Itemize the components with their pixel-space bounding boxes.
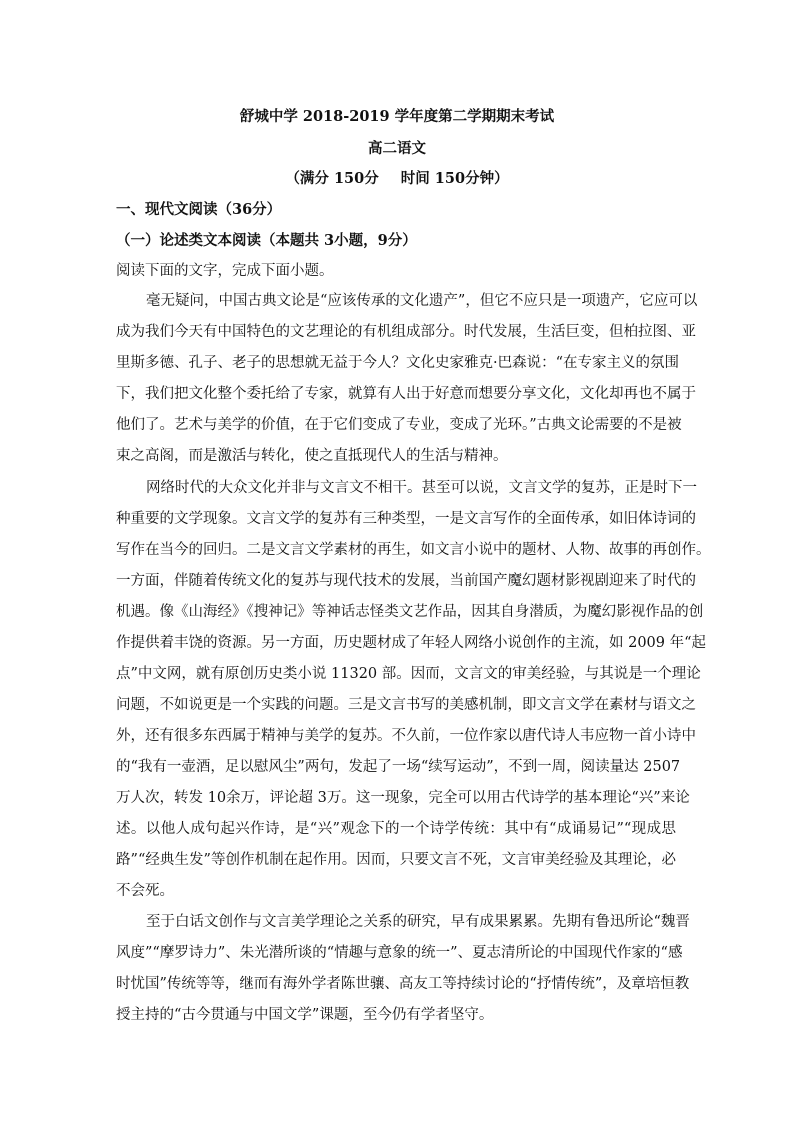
paragraph-line: 机遇。像《山海经》《搜神记》等神话志怪类文艺作品，因其自身潜质，为魔幻影视作品的创: [116, 604, 704, 620]
paragraph-line: 一方面，伴随着传统文化的复苏与现代技术的发展，当前国产魔幻题材影视剧迎来了时代的: [116, 573, 696, 589]
paragraph-line: 至于白话文创作与文言美学理论之关系的研究，早有成果累累。先期有鲁迅所论“魏晋: [146, 914, 690, 930]
score-info: （满分 150分: [285, 170, 379, 187]
paragraph-2: [116, 473, 711, 907]
paragraph-line: 他们了。艺术与美学的价值，在于它们变成了专业，变成了光环。”古典文论需要的不是被: [116, 417, 682, 433]
paragraph-line: 网络时代的大众文化并非与文言文不相干。甚至可以说，文言文学的复苏，正是时下一: [146, 480, 697, 496]
paragraph-line: 作提供着丰饶的资源。另一方面，历史题材成了年轻人网络小说创作的主流，如 2009 年“起: [116, 635, 707, 651]
reading-instruction: 阅读下面的文字，完成下面小题。: [116, 263, 334, 279]
exam-meta: [0, 167, 794, 188]
paragraph-line: 毫无疑问，中国古典文论是“应该传承的文化遗产”，但它不应只是一项遗产，它应可以: [146, 293, 698, 309]
paragraph-line: 问题，不如说更是一个实践的问题。三是文言书写的美感机制，即文言文学在素材与语文之: [116, 697, 696, 713]
subsection-heading: （一）论述类文本阅读（本题共 3小题，9分）: [116, 232, 417, 249]
exam-title: 舒城中学 2018-2019 学年度第二学期期末考试: [239, 108, 555, 125]
paragraph-line: 外，还有很多东西属于精神与美学的复苏。不久前，一位作家以唐代诗人韦应物一首小诗中: [116, 728, 696, 744]
paragraph-line: 的“我有一壶酒，足以慰风尘”两句，发起了一场“续写运动”，不到一周，阅读量达 2507: [116, 759, 681, 775]
paragraph-line: 下，我们把文化整个委托给了专家，就算有人出于好意而想要分享文化，文化却再也不属于: [116, 386, 696, 402]
paragraph-line: 述。以他人成句起兴作诗，是“兴”观念下的一个诗学传统：其中有“成诵易记”“现成思: [116, 821, 676, 837]
paragraph-line: 万人次，转发 10余万，评论超 3万。这一现象，完全可以用古代诗学的基本理论“兴”来论: [116, 790, 690, 806]
time-info: 时间 150分钟）: [400, 170, 509, 187]
paragraph-line: 不会死。: [116, 883, 174, 899]
paragraph-line: 点”中文网，就有原创历史类小说 11320 部。因而，文言文的审美经验，与其说是一个理论: [116, 666, 701, 682]
paragraph-line: 时忧国”传统等等，继而有海外学者陈世骧、高友工等持续讨论的“抒情传统”，及章培恒教: [116, 976, 690, 992]
paragraph-line: 成为我们今天有中国特色的文艺理论的有机组成部分。时代发展，生活巨变，但柏拉图、亚: [116, 324, 696, 340]
paragraph-line: 里斯多德、孔子、老子的思想就无益于今人？文化史家雅克·巴森说：“在专家主义的氛围: [116, 355, 680, 371]
paragraph-line: 风度”“摩罗诗力”、朱光潜所谈的“情趣与意象的统一”、夏志清所论的中国现代作家的“感: [116, 945, 683, 961]
paragraph-line: 种重要的文学现象。文言文学的复苏有三种类型，一是文言写作的全面传承，如旧体诗词的: [116, 511, 696, 527]
paragraph-line: 授主持的“古今贯通与中国文学”课题，至今仍有学者坚守。: [116, 1007, 494, 1023]
paragraph-3: [116, 907, 690, 1031]
section-heading: 一、现代文阅读（36分）: [116, 201, 282, 218]
paragraph-line: 束之高阁，而是激活与转化，使之直抵现代人的生活与精神。: [116, 448, 508, 464]
paragraph-line: 路”“经典生发”等创作机制在起作用。因而，只要文言不死，文言审美经验及其理论，必: [116, 852, 676, 868]
paragraph-1: [116, 286, 698, 472]
subject-title: 高二语文: [368, 140, 426, 157]
paragraph-line: 写作在当今的回归。二是文言文学素材的再生，如文言小说中的题材、人物、故事的再创作。: [116, 542, 711, 558]
